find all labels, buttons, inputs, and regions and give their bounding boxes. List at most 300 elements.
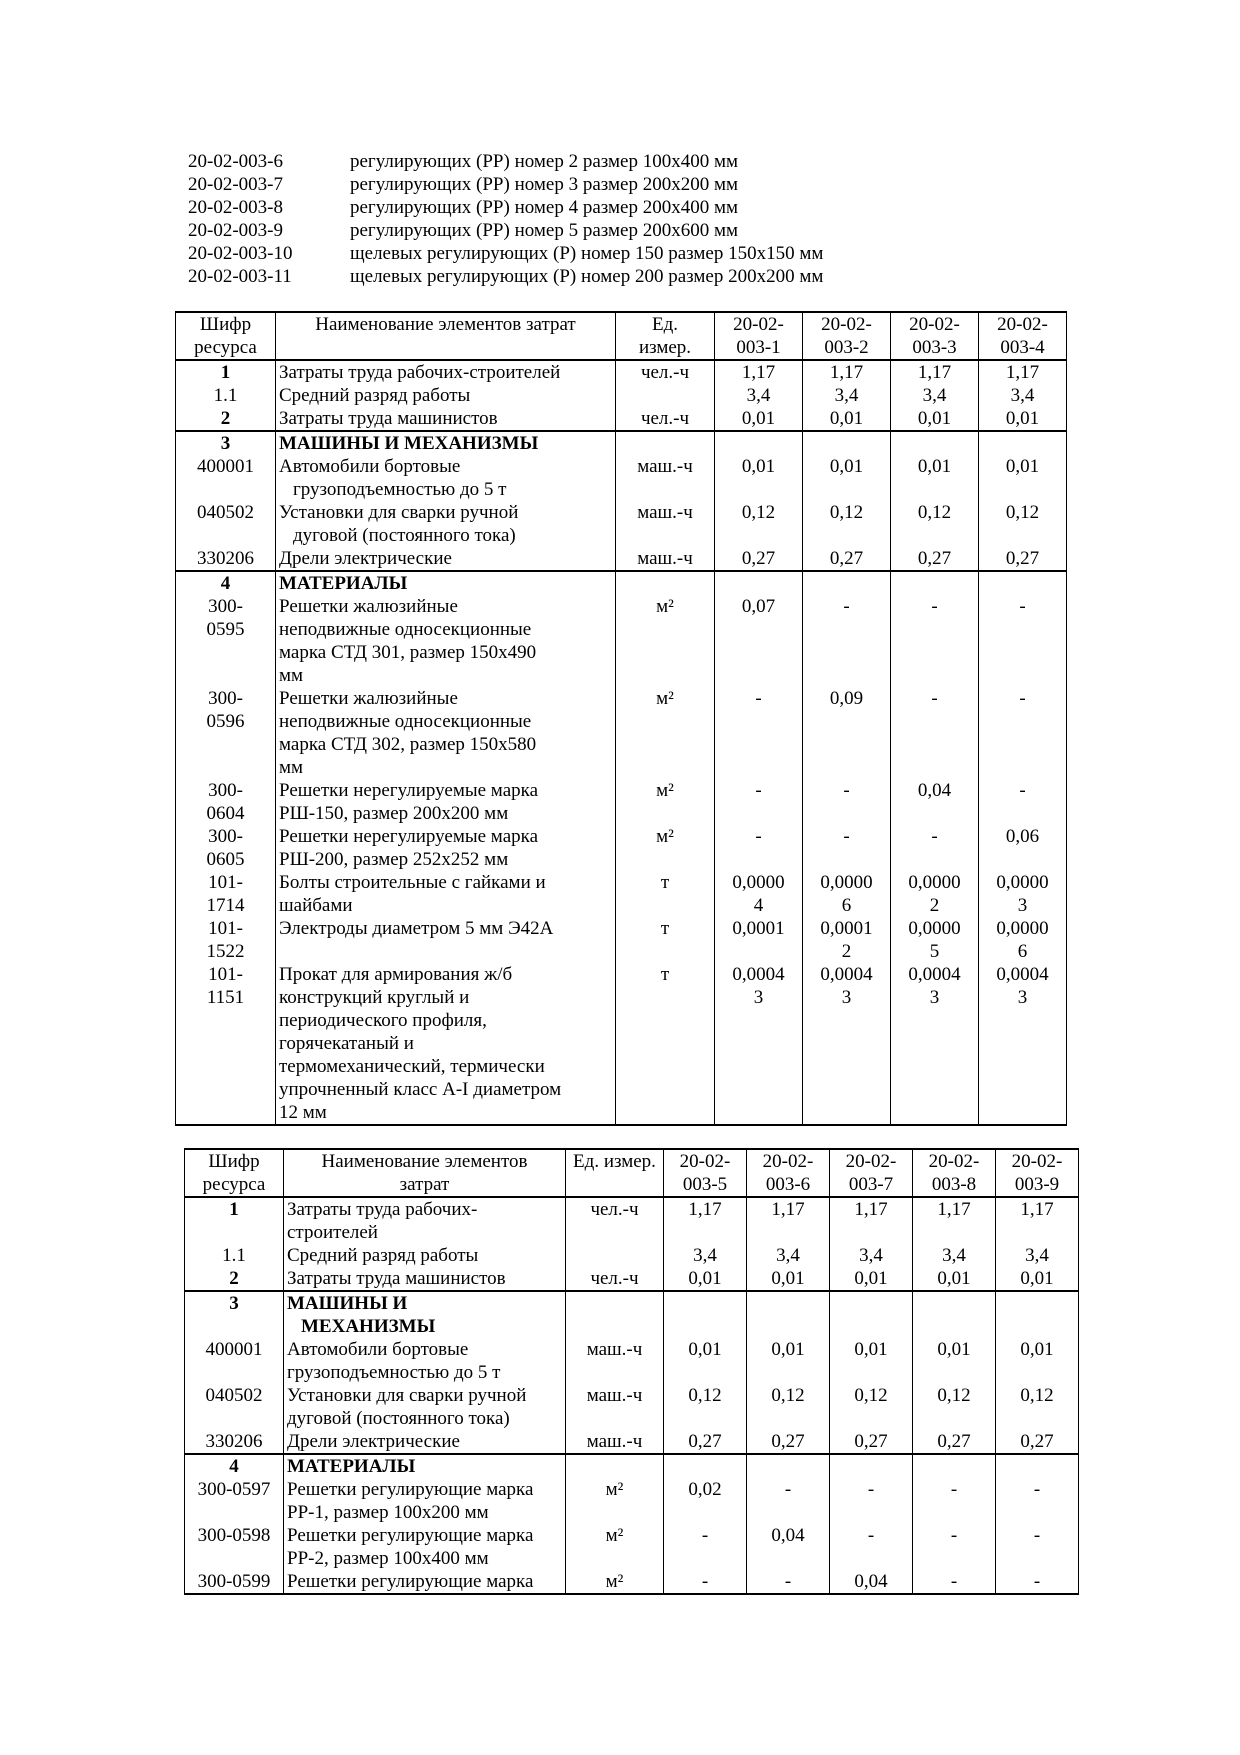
value-text: -	[1019, 780, 1026, 801]
code-text: 040502	[205, 1385, 263, 1406]
code-text: 101-	[208, 964, 243, 985]
table-row	[185, 1338, 1079, 1384]
value-cell	[979, 917, 1067, 963]
resource-code	[185, 1338, 284, 1384]
code-text: 040502	[197, 502, 254, 523]
value-cell	[913, 1478, 996, 1524]
value-text: 6	[1017, 941, 1028, 962]
value-text: -	[701, 1571, 709, 1592]
resource-name	[276, 687, 616, 779]
value-cell	[747, 1267, 830, 1291]
unit-text: м²	[605, 1571, 624, 1592]
value-text: 5	[929, 941, 940, 962]
value-text: -	[950, 1479, 958, 1500]
value-cell	[747, 1570, 830, 1594]
intro-list	[188, 150, 823, 288]
name-text: строителей	[287, 1222, 378, 1243]
value-text: -	[950, 1571, 958, 1592]
value-cell	[747, 1197, 830, 1244]
resource-code	[176, 360, 276, 384]
unit-cell	[616, 825, 715, 871]
table-row	[176, 547, 1067, 571]
unit-cell	[566, 1197, 664, 1244]
header-text: 003-8	[931, 1174, 977, 1195]
unit-text: м²	[656, 596, 674, 617]
name-text: дуговой (постоянного тока)	[293, 525, 516, 546]
value-cell	[715, 384, 803, 407]
value-text: -	[843, 826, 850, 847]
value-cell	[803, 501, 891, 547]
value-cell	[913, 1384, 996, 1430]
unit-cell	[616, 687, 715, 779]
header-text: 20-02-	[679, 1151, 731, 1172]
header-code	[185, 1149, 284, 1197]
table-row	[185, 1267, 1079, 1291]
resource-code	[176, 407, 276, 431]
value-text: 0,01	[1005, 408, 1040, 429]
resource-code	[185, 1267, 284, 1291]
value-text: 0,0001	[820, 918, 873, 939]
value-text: 1,17	[741, 362, 776, 383]
intro-text: регулирующих (РР) номер 5 размер 200х600 мм	[350, 220, 739, 241]
unit-text: м²	[605, 1479, 624, 1500]
value-text: 0,12	[854, 1385, 888, 1406]
value-text: 0,01	[937, 1339, 971, 1360]
resource-name	[276, 571, 616, 595]
value-cell	[913, 1524, 996, 1570]
name-text: горячекатаный и	[279, 1033, 414, 1054]
resource-code	[185, 1244, 284, 1267]
unit-cell	[616, 917, 715, 963]
value-cell	[996, 1478, 1079, 1524]
header-text: 20-02-	[928, 1151, 980, 1172]
value-cell	[715, 825, 803, 871]
value-cell	[830, 1338, 913, 1384]
value-cell	[830, 1430, 913, 1454]
resource-code	[176, 501, 276, 547]
unit-cell	[616, 501, 715, 547]
value-text: -	[784, 1479, 792, 1500]
unit-text: чел.-ч	[590, 1199, 639, 1220]
code-text: 0605	[206, 849, 245, 870]
value-text: 0,0000	[908, 918, 961, 939]
code-text: 300-	[208, 780, 243, 801]
value-cell	[664, 1454, 747, 1478]
intro-code: 20-02-003-7	[188, 174, 283, 195]
value-text: 0,01	[917, 408, 952, 429]
name-text: РР-1, размер 100х200 мм	[287, 1502, 489, 1523]
code-text: 300-	[208, 826, 243, 847]
value-cell	[913, 1454, 996, 1478]
code-text: 2	[229, 1268, 239, 1289]
value-cell	[996, 1454, 1079, 1478]
value-text: 0,01	[741, 408, 776, 429]
value-text: 0,12	[937, 1385, 971, 1406]
value-cell	[747, 1384, 830, 1430]
value-cell	[913, 1244, 996, 1267]
resource-code	[176, 917, 276, 963]
table-row	[185, 1524, 1079, 1570]
value-text: 0,12	[829, 502, 864, 523]
value-cell	[830, 1570, 913, 1594]
unit-cell	[616, 360, 715, 384]
header-text: 003-9	[1014, 1174, 1060, 1195]
resource-name	[284, 1244, 566, 1267]
value-cell	[979, 963, 1067, 1125]
code-text: 0604	[206, 803, 245, 824]
intro-code: 20-02-003-11	[188, 266, 292, 287]
value-text: 0,12	[741, 502, 776, 523]
header-text: Ед. измер.	[573, 1151, 656, 1172]
value-text: 0,04	[917, 780, 952, 801]
name-text: упрочненный класс А-I диаметром	[279, 1079, 562, 1100]
header-text: затрат	[399, 1174, 450, 1195]
code-text: 300-	[208, 688, 243, 709]
value-cell	[979, 571, 1067, 595]
table-row	[176, 501, 1067, 547]
resource-code	[185, 1291, 284, 1338]
value-text: 0,0000	[908, 872, 961, 893]
resource-name	[276, 547, 616, 571]
name-text: Затраты труда рабочих-	[287, 1199, 478, 1220]
value-cell	[996, 1338, 1079, 1384]
intro-text: щелевых регулирующих (Р) номер 200 размер 200х200 мм	[350, 266, 824, 287]
value-cell	[803, 963, 891, 1125]
name-text: Затраты труда машинистов	[279, 408, 498, 429]
resource-name	[284, 1430, 566, 1454]
value-cell	[891, 455, 979, 501]
header-name	[284, 1149, 566, 1197]
intro-text: регулирующих (РР) номер 2 размер 100х400 мм	[350, 151, 739, 172]
resource-name	[276, 360, 616, 384]
unit-text: м²	[605, 1525, 624, 1546]
table-row	[176, 407, 1067, 431]
resource-code	[185, 1478, 284, 1524]
name-text: марка СТД 302, размер 150х580	[279, 734, 537, 755]
resource-code	[185, 1524, 284, 1570]
name-text: РШ-200, размер 252х252 мм	[279, 849, 509, 870]
unit-cell	[616, 779, 715, 825]
value-cell	[830, 1524, 913, 1570]
value-text: 0,01	[1020, 1339, 1054, 1360]
value-cell	[715, 431, 803, 455]
header-text: Шифр	[199, 314, 252, 335]
value-cell	[996, 1244, 1079, 1267]
resource-name	[284, 1478, 566, 1524]
resource-code	[176, 595, 276, 687]
code-text: 4	[220, 573, 231, 594]
name-text: Затраты труда рабочих-строителей	[279, 362, 561, 383]
code-text: 1522	[206, 941, 245, 962]
intro-text: регулирующих (РР) номер 4 размер 200х400 мм	[350, 197, 739, 218]
unit-cell	[616, 384, 715, 407]
value-text: -	[701, 1525, 709, 1546]
value-cell	[891, 871, 979, 917]
name-text: мм	[279, 665, 304, 686]
resource-name	[276, 825, 616, 871]
resource-name	[284, 1267, 566, 1291]
header-text: Наименование элементов затрат	[315, 314, 576, 335]
value-cell	[891, 431, 979, 455]
value-cell	[803, 431, 891, 455]
value-cell	[664, 1291, 747, 1338]
unit-cell	[616, 963, 715, 1125]
value-text: -	[784, 1571, 792, 1592]
header-code	[176, 312, 276, 360]
intro-text: щелевых регулирующих (Р) номер 150 размер 150х150 мм	[350, 243, 824, 264]
unit-cell	[616, 595, 715, 687]
table-header-row	[176, 312, 1067, 360]
value-text: -	[843, 780, 850, 801]
table-row	[176, 871, 1067, 917]
code-text: 400001	[197, 456, 254, 477]
value-text: -	[755, 826, 762, 847]
resource-name	[276, 779, 616, 825]
value-text: 0,27	[771, 1431, 805, 1452]
header-rate-code	[996, 1149, 1079, 1197]
value-cell	[913, 1430, 996, 1454]
value-text: 0,27	[854, 1431, 888, 1452]
unit-text: маш.-ч	[637, 502, 693, 523]
unit-cell	[566, 1570, 664, 1594]
name-text: Болты строительные с гайками и	[279, 872, 546, 893]
value-text: 0,01	[854, 1339, 888, 1360]
value-text: 0,0000	[820, 872, 873, 893]
resource-table-1	[175, 311, 1067, 1126]
code-text: 330206	[205, 1431, 263, 1452]
name-text: Затраты труда машинистов	[287, 1268, 506, 1289]
value-text: 3,4	[834, 385, 859, 406]
resource-code	[176, 455, 276, 501]
resource-name	[276, 431, 616, 455]
resource-table-2	[184, 1148, 1079, 1595]
name-text: дуговой (постоянного тока)	[287, 1408, 510, 1429]
value-text: -	[843, 596, 850, 617]
value-cell	[715, 501, 803, 547]
table-header-row	[185, 1149, 1079, 1197]
value-text: 0,0000	[996, 918, 1049, 939]
unit-cell	[566, 1291, 664, 1338]
unit-cell	[616, 407, 715, 431]
name-text: Автомобили бортовые	[279, 456, 461, 477]
value-text: 0,01	[741, 456, 776, 477]
table-row	[176, 360, 1067, 384]
value-cell	[664, 1338, 747, 1384]
intro-code: 20-02-003-6	[188, 151, 283, 172]
value-text: 3,4	[859, 1245, 883, 1266]
header-text: 003-3	[912, 337, 957, 358]
value-cell	[715, 407, 803, 431]
value-cell	[747, 1478, 830, 1524]
name-text: марка СТД 301, размер 150х490	[279, 642, 537, 663]
value-cell	[715, 779, 803, 825]
header-rate-code	[891, 312, 979, 360]
name-text: МЕХАНИЗМЫ	[301, 1316, 436, 1337]
name-text: МАТЕРИАЛЫ	[287, 1456, 416, 1477]
value-text: 3,4	[746, 385, 771, 406]
unit-cell	[616, 455, 715, 501]
value-cell	[664, 1430, 747, 1454]
value-text: 0,27	[1005, 548, 1040, 569]
value-text: 3,4	[693, 1245, 717, 1266]
value-cell	[715, 687, 803, 779]
header-text: 20-02-	[845, 1151, 897, 1172]
unit-cell	[616, 547, 715, 571]
header-rate-code	[913, 1149, 996, 1197]
code-text: 4	[229, 1456, 239, 1477]
value-text: 0,12	[1005, 502, 1040, 523]
header-text: 003-5	[682, 1174, 728, 1195]
header-rate-code	[803, 312, 891, 360]
header-text: Шифр	[208, 1151, 260, 1172]
value-text: 0,07	[741, 596, 776, 617]
unit-cell	[566, 1524, 664, 1570]
value-cell	[979, 871, 1067, 917]
value-text: 1,17	[937, 1199, 971, 1220]
value-text: 3	[1017, 987, 1028, 1008]
value-text: 3,4	[922, 385, 947, 406]
resource-code	[176, 431, 276, 455]
header-name	[276, 312, 616, 360]
value-text: -	[1033, 1479, 1041, 1500]
resource-name	[276, 384, 616, 407]
value-text: -	[1019, 596, 1026, 617]
value-text: -	[755, 780, 762, 801]
value-cell	[803, 871, 891, 917]
value-text: 3,4	[1010, 385, 1035, 406]
resource-name	[276, 963, 616, 1125]
value-cell	[913, 1338, 996, 1384]
value-text: 4	[753, 895, 764, 916]
value-cell	[996, 1384, 1079, 1430]
unit-text: чел.-ч	[590, 1268, 639, 1289]
table-row	[185, 1197, 1079, 1244]
value-text: 1,17	[854, 1199, 888, 1220]
intro-item	[188, 173, 823, 196]
value-cell	[715, 595, 803, 687]
resource-code	[185, 1197, 284, 1244]
value-cell	[891, 963, 979, 1125]
value-text: 0,01	[937, 1268, 971, 1289]
code-text: 3	[220, 433, 231, 454]
value-text: 0,01	[854, 1268, 888, 1289]
intro-item	[188, 265, 823, 288]
value-text: 0,04	[771, 1525, 805, 1546]
name-text: Решетки нерегулируемые марка	[279, 826, 539, 847]
header-text: измер.	[638, 337, 692, 358]
unit-cell	[566, 1338, 664, 1384]
name-text: Автомобили бортовые	[287, 1339, 469, 1360]
code-text: 300-0599	[197, 1571, 271, 1592]
value-cell	[979, 547, 1067, 571]
value-cell	[996, 1570, 1079, 1594]
value-cell	[715, 963, 803, 1125]
table-row	[176, 595, 1067, 687]
unit-cell	[566, 1454, 664, 1478]
code-text: 101-	[208, 918, 243, 939]
code-text: 400001	[205, 1339, 263, 1360]
value-cell	[803, 407, 891, 431]
code-text: 0596	[206, 711, 245, 732]
value-text: 0,0004	[820, 964, 873, 985]
header-unit	[616, 312, 715, 360]
value-cell	[803, 547, 891, 571]
name-text: периодического профиля,	[279, 1010, 487, 1031]
code-text: 300-0597	[197, 1479, 271, 1500]
name-text: мм	[279, 757, 304, 778]
value-text: 0,04	[854, 1571, 888, 1592]
section-row	[185, 1454, 1079, 1478]
resource-name	[276, 455, 616, 501]
value-text: 1,17	[1005, 362, 1040, 383]
value-cell	[996, 1430, 1079, 1454]
value-cell	[979, 431, 1067, 455]
code-text: 0595	[206, 619, 245, 640]
value-text: 0,0000	[996, 872, 1049, 893]
value-cell	[664, 1570, 747, 1594]
code-text: 300-	[208, 596, 243, 617]
value-text: 0,0001	[732, 918, 785, 939]
unit-text: м²	[656, 826, 674, 847]
value-cell	[803, 779, 891, 825]
header-rate-code	[830, 1149, 913, 1197]
header-text: 20-02-	[762, 1151, 814, 1172]
value-cell	[664, 1244, 747, 1267]
header-text: Наименование элементов	[321, 1151, 528, 1172]
header-text: ресурса	[202, 1174, 266, 1195]
value-cell	[830, 1478, 913, 1524]
value-text: -	[1019, 688, 1026, 709]
value-cell	[715, 547, 803, 571]
code-text: 1	[229, 1199, 239, 1220]
name-text: Решетки жалюзийные	[279, 688, 458, 709]
value-cell	[830, 1454, 913, 1478]
section-row	[185, 1291, 1079, 1338]
value-text: 0,01	[1005, 456, 1040, 477]
intro-code: 20-02-003-10	[188, 243, 293, 264]
unit-text: маш.-ч	[586, 1431, 643, 1452]
resource-code	[176, 871, 276, 917]
resource-code	[176, 963, 276, 1125]
intro-item	[188, 219, 823, 242]
name-text: 12 мм	[279, 1102, 327, 1123]
value-cell	[747, 1338, 830, 1384]
value-cell	[996, 1267, 1079, 1291]
header-text: 20-02-	[733, 314, 784, 335]
resource-name	[276, 595, 616, 687]
value-cell	[664, 1384, 747, 1430]
value-cell	[979, 687, 1067, 779]
name-text: Решетки нерегулируемые марка	[279, 780, 539, 801]
name-text: конструкций круглый и	[279, 987, 470, 1008]
value-cell	[715, 871, 803, 917]
value-text: 0,01	[829, 456, 864, 477]
value-text: 2	[929, 895, 940, 916]
value-cell	[979, 360, 1067, 384]
name-text: МАТЕРИАЛЫ	[279, 573, 408, 594]
value-text: 1,17	[829, 362, 864, 383]
name-text: МАШИНЫ И	[287, 1293, 408, 1314]
table-row	[176, 825, 1067, 871]
value-cell	[747, 1524, 830, 1570]
table-row	[176, 455, 1067, 501]
name-text: грузоподъемностью до 5 т	[293, 479, 507, 500]
name-text: Решетки жалюзийные	[279, 596, 458, 617]
value-text: 0,12	[688, 1385, 722, 1406]
resource-code	[176, 384, 276, 407]
intro-item	[188, 196, 823, 219]
value-text: 3,4	[1025, 1245, 1049, 1266]
